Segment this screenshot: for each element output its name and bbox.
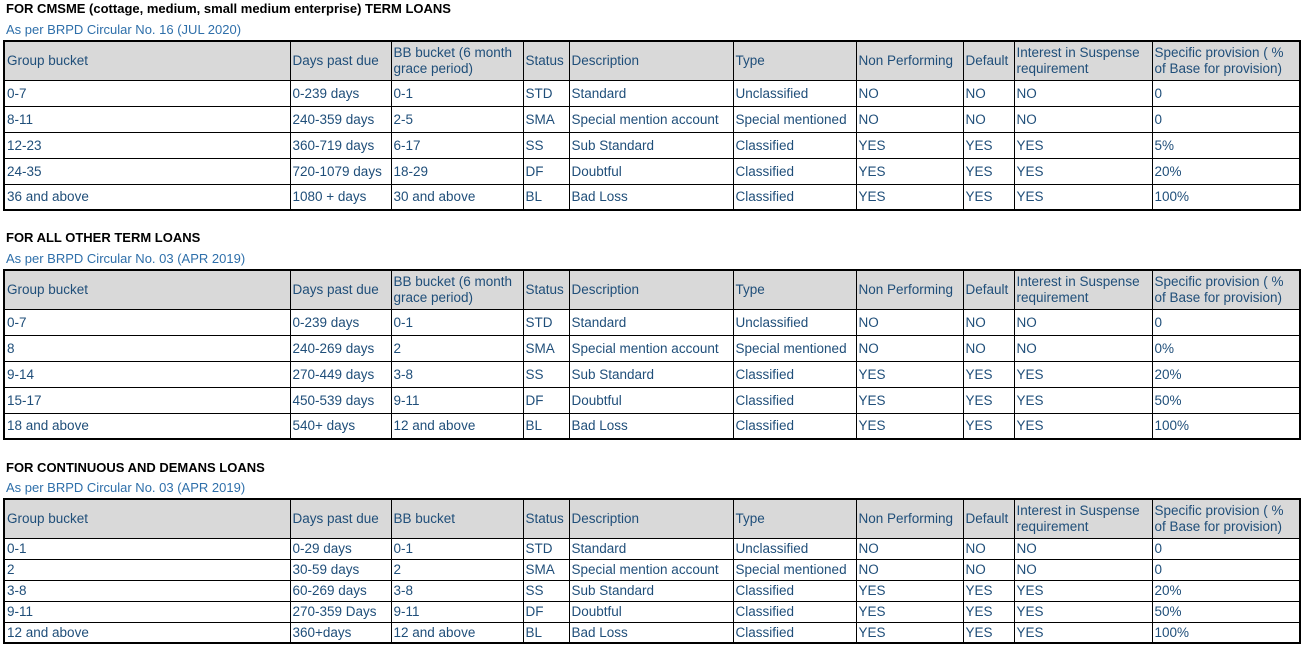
section-3-table — [3, 498, 1301, 644]
table-cell: 450-539 days — [290, 387, 391, 413]
table-cell: 18-29 — [391, 158, 523, 184]
column-header: Specific provision ( % of Base for provision) — [1152, 270, 1300, 309]
table-cell: 24-35 — [4, 158, 290, 184]
column-header: Description — [569, 499, 733, 538]
table-cell: YES — [963, 601, 1014, 622]
section-1-subtitle: As per BRPD Circular No. 16 (JUL 2020) — [6, 22, 242, 37]
section-2-subtitle: As per BRPD Circular No. 03 (APR 2019) — [6, 251, 246, 266]
table-cell: 36 and above — [4, 184, 290, 210]
table-cell: 0 — [1152, 309, 1300, 335]
table-cell: 3-8 — [4, 580, 290, 601]
table-header-row — [4, 41, 1300, 80]
table-cell: 50% — [1152, 601, 1300, 622]
table-cell: 240-359 days — [290, 106, 391, 132]
table-cell: 540+ days — [290, 413, 391, 439]
table-cell: NO — [963, 106, 1014, 132]
table-cell: Classified — [733, 622, 856, 643]
table-cell: Classified — [733, 413, 856, 439]
table-cell: 0-7 — [4, 80, 290, 106]
column-header: Days past due — [290, 41, 391, 80]
table-cell: Special mentioned — [733, 559, 856, 580]
table-cell: 20% — [1152, 361, 1300, 387]
table-cell: 30 and above — [391, 184, 523, 210]
column-header: BB bucket (6 month grace period) — [391, 270, 523, 309]
table-cell: 0 — [1152, 559, 1300, 580]
section-3-title: FOR CONTINUOUS AND DEMANS LOANS — [6, 460, 265, 475]
table-cell: 9-11 — [4, 601, 290, 622]
table-row — [4, 580, 1300, 601]
table-cell: Standard — [569, 309, 733, 335]
column-header: Status — [523, 499, 569, 538]
table-cell: YES — [1014, 413, 1152, 439]
table-cell: NO — [856, 335, 963, 361]
table-cell: 8-11 — [4, 106, 290, 132]
column-header: Description — [569, 41, 733, 80]
table-cell: 12 and above — [391, 413, 523, 439]
table-cell: DF — [523, 601, 569, 622]
table-cell: 8 — [4, 335, 290, 361]
table-cell: 2-5 — [391, 106, 523, 132]
column-header: Specific provision ( % of Base for provision) — [1152, 499, 1300, 538]
table-cell: 3-8 — [391, 361, 523, 387]
table-cell: YES — [963, 361, 1014, 387]
column-header: Type — [733, 499, 856, 538]
column-header: BB bucket — [391, 499, 523, 538]
table-cell: Doubtful — [569, 158, 733, 184]
table-cell: BL — [523, 413, 569, 439]
table-cell: YES — [963, 132, 1014, 158]
table-cell: YES — [856, 158, 963, 184]
table-cell: YES — [856, 622, 963, 643]
table-cell: 0-239 days — [290, 309, 391, 335]
table-cell: 12 and above — [391, 622, 523, 643]
table-cell: 0 — [1152, 106, 1300, 132]
table-cell: STD — [523, 309, 569, 335]
table-cell: Doubtful — [569, 387, 733, 413]
column-header: Description — [569, 270, 733, 309]
column-header: Days past due — [290, 499, 391, 538]
table-row — [4, 184, 1300, 210]
table-cell: SS — [523, 580, 569, 601]
table-cell: YES — [856, 387, 963, 413]
table-cell: Sub Standard — [569, 361, 733, 387]
table-cell: 0-7 — [4, 309, 290, 335]
table-cell: NO — [1014, 559, 1152, 580]
column-header: Group bucket — [4, 270, 290, 309]
table-cell: Special mentioned — [733, 335, 856, 361]
table-row — [4, 106, 1300, 132]
column-header: Status — [523, 270, 569, 309]
table-cell: YES — [963, 158, 1014, 184]
table-row — [4, 538, 1300, 559]
table-row — [4, 309, 1300, 335]
table-cell: SS — [523, 132, 569, 158]
table-cell: 2 — [4, 559, 290, 580]
table-cell: 0% — [1152, 335, 1300, 361]
table-cell: NO — [1014, 309, 1152, 335]
table-cell: 18 and above — [4, 413, 290, 439]
column-header: Interest in Suspense requirement — [1014, 270, 1152, 309]
table-cell: BL — [523, 184, 569, 210]
table-cell: YES — [1014, 184, 1152, 210]
table-cell: 15-17 — [4, 387, 290, 413]
table-cell: 12-23 — [4, 132, 290, 158]
table-cell: Classified — [733, 158, 856, 184]
table-cell: Bad Loss — [569, 622, 733, 643]
table-cell: 100% — [1152, 184, 1300, 210]
table-cell: STD — [523, 80, 569, 106]
column-header: Non Performing — [856, 41, 963, 80]
table-cell: 0-239 days — [290, 80, 391, 106]
column-header: Days past due — [290, 270, 391, 309]
table-cell: 50% — [1152, 387, 1300, 413]
table-cell: Special mention account — [569, 559, 733, 580]
table-cell: NO — [963, 538, 1014, 559]
table-cell: NO — [856, 309, 963, 335]
table-row — [4, 80, 1300, 106]
table-cell: 9-14 — [4, 361, 290, 387]
table-cell: 0-1 — [391, 80, 523, 106]
table-cell: 2 — [391, 335, 523, 361]
table-row — [4, 335, 1300, 361]
table-cell: 0-1 — [391, 309, 523, 335]
table-cell: NO — [856, 538, 963, 559]
table-cell: YES — [856, 184, 963, 210]
table-cell: Classified — [733, 132, 856, 158]
table-cell: 12 and above — [4, 622, 290, 643]
table-cell: YES — [1014, 361, 1152, 387]
table-cell: SMA — [523, 559, 569, 580]
table-cell: Classified — [733, 580, 856, 601]
table-cell: 2 — [391, 559, 523, 580]
table-cell: 270-359 Days — [290, 601, 391, 622]
section-1-table — [3, 40, 1301, 211]
table-cell: Sub Standard — [569, 580, 733, 601]
table-cell: Unclassified — [733, 538, 856, 559]
table-cell: Classified — [733, 184, 856, 210]
table-cell: Doubtful — [569, 601, 733, 622]
table-cell: 360-719 days — [290, 132, 391, 158]
table-cell: SS — [523, 361, 569, 387]
table-cell: YES — [1014, 387, 1152, 413]
table-row — [4, 387, 1300, 413]
table-cell: NO — [856, 106, 963, 132]
table-cell: Standard — [569, 538, 733, 559]
table-row — [4, 132, 1300, 158]
table-cell: Special mention account — [569, 335, 733, 361]
table-cell: 240-269 days — [290, 335, 391, 361]
column-header: BB bucket (6 month grace period) — [391, 41, 523, 80]
table-cell: 60-269 days — [290, 580, 391, 601]
table-cell: 720-1079 days — [290, 158, 391, 184]
table-cell: YES — [856, 580, 963, 601]
table-cell: Special mentioned — [733, 106, 856, 132]
table-cell: YES — [1014, 158, 1152, 184]
table-cell: YES — [963, 580, 1014, 601]
table-cell: 5% — [1152, 132, 1300, 158]
table-cell: Unclassified — [733, 309, 856, 335]
table-cell: YES — [856, 132, 963, 158]
table-cell: YES — [963, 413, 1014, 439]
table-cell: YES — [963, 184, 1014, 210]
table-cell: Bad Loss — [569, 413, 733, 439]
column-header: Non Performing — [856, 499, 963, 538]
table-cell: 20% — [1152, 158, 1300, 184]
table-cell: YES — [1014, 601, 1152, 622]
column-header: Interest in Suspense requirement — [1014, 499, 1152, 538]
table-cell: 9-11 — [391, 387, 523, 413]
table-cell: NO — [1014, 80, 1152, 106]
table-cell: Unclassified — [733, 80, 856, 106]
table-cell: Bad Loss — [569, 184, 733, 210]
table-cell: YES — [1014, 580, 1152, 601]
column-header: Type — [733, 270, 856, 309]
table-cell: 9-11 — [391, 601, 523, 622]
table-cell: Special mention account — [569, 106, 733, 132]
section-3-subtitle: As per BRPD Circular No. 03 (APR 2019) — [6, 480, 246, 495]
column-header: Type — [733, 41, 856, 80]
table-cell: 1080 + days — [290, 184, 391, 210]
table-cell: YES — [856, 413, 963, 439]
table-cell: 30-59 days — [290, 559, 391, 580]
column-header: Default — [963, 41, 1014, 80]
table-cell: 0-29 days — [290, 538, 391, 559]
table-cell: NO — [1014, 106, 1152, 132]
table-cell: 6-17 — [391, 132, 523, 158]
table-cell: YES — [963, 387, 1014, 413]
table-row — [4, 413, 1300, 439]
table-cell: Classified — [733, 361, 856, 387]
table-cell: Sub Standard — [569, 132, 733, 158]
table-cell: 360+days — [290, 622, 391, 643]
table-cell: STD — [523, 538, 569, 559]
table-cell: Classified — [733, 387, 856, 413]
column-header: Group bucket — [4, 499, 290, 538]
table-cell: NO — [963, 80, 1014, 106]
table-cell: NO — [856, 80, 963, 106]
table-cell: 3-8 — [391, 580, 523, 601]
column-header: Non Performing — [856, 270, 963, 309]
table-cell: 270-449 days — [290, 361, 391, 387]
table-cell: 0-1 — [391, 538, 523, 559]
table-cell: 100% — [1152, 413, 1300, 439]
table-cell: 0 — [1152, 538, 1300, 559]
table-cell: 100% — [1152, 622, 1300, 643]
table-cell: DF — [523, 158, 569, 184]
table-cell: DF — [523, 387, 569, 413]
table-cell: NO — [1014, 538, 1152, 559]
column-header: Group bucket — [4, 41, 290, 80]
table-cell: NO — [1014, 335, 1152, 361]
table-row — [4, 361, 1300, 387]
section-1-title: FOR CMSME (cottage, medium, small medium enterprise) TERM LOANS — [6, 1, 451, 16]
table-header-row — [4, 499, 1300, 538]
table-cell: YES — [856, 361, 963, 387]
table-row — [4, 622, 1300, 643]
column-header: Default — [963, 499, 1014, 538]
table-row — [4, 601, 1300, 622]
table-row — [4, 559, 1300, 580]
table-cell: 0-1 — [4, 538, 290, 559]
table-cell: SMA — [523, 335, 569, 361]
section-2-table — [3, 269, 1301, 440]
column-header: Status — [523, 41, 569, 80]
table-cell: NO — [856, 559, 963, 580]
section-2-title: FOR ALL OTHER TERM LOANS — [6, 230, 201, 245]
table-cell: Standard — [569, 80, 733, 106]
table-header-row — [4, 270, 1300, 309]
table-cell: NO — [963, 559, 1014, 580]
table-cell: Classified — [733, 601, 856, 622]
table-cell: 0 — [1152, 80, 1300, 106]
table-cell: YES — [856, 601, 963, 622]
table-cell: SMA — [523, 106, 569, 132]
table-cell: YES — [1014, 132, 1152, 158]
table-cell: 20% — [1152, 580, 1300, 601]
table-row — [4, 158, 1300, 184]
table-cell: NO — [963, 309, 1014, 335]
table-cell: YES — [1014, 622, 1152, 643]
column-header: Default — [963, 270, 1014, 309]
table-cell: NO — [963, 335, 1014, 361]
table-cell: BL — [523, 622, 569, 643]
column-header: Interest in Suspense requirement — [1014, 41, 1152, 80]
table-cell: YES — [963, 622, 1014, 643]
column-header: Specific provision ( % of Base for provision) — [1152, 41, 1300, 80]
